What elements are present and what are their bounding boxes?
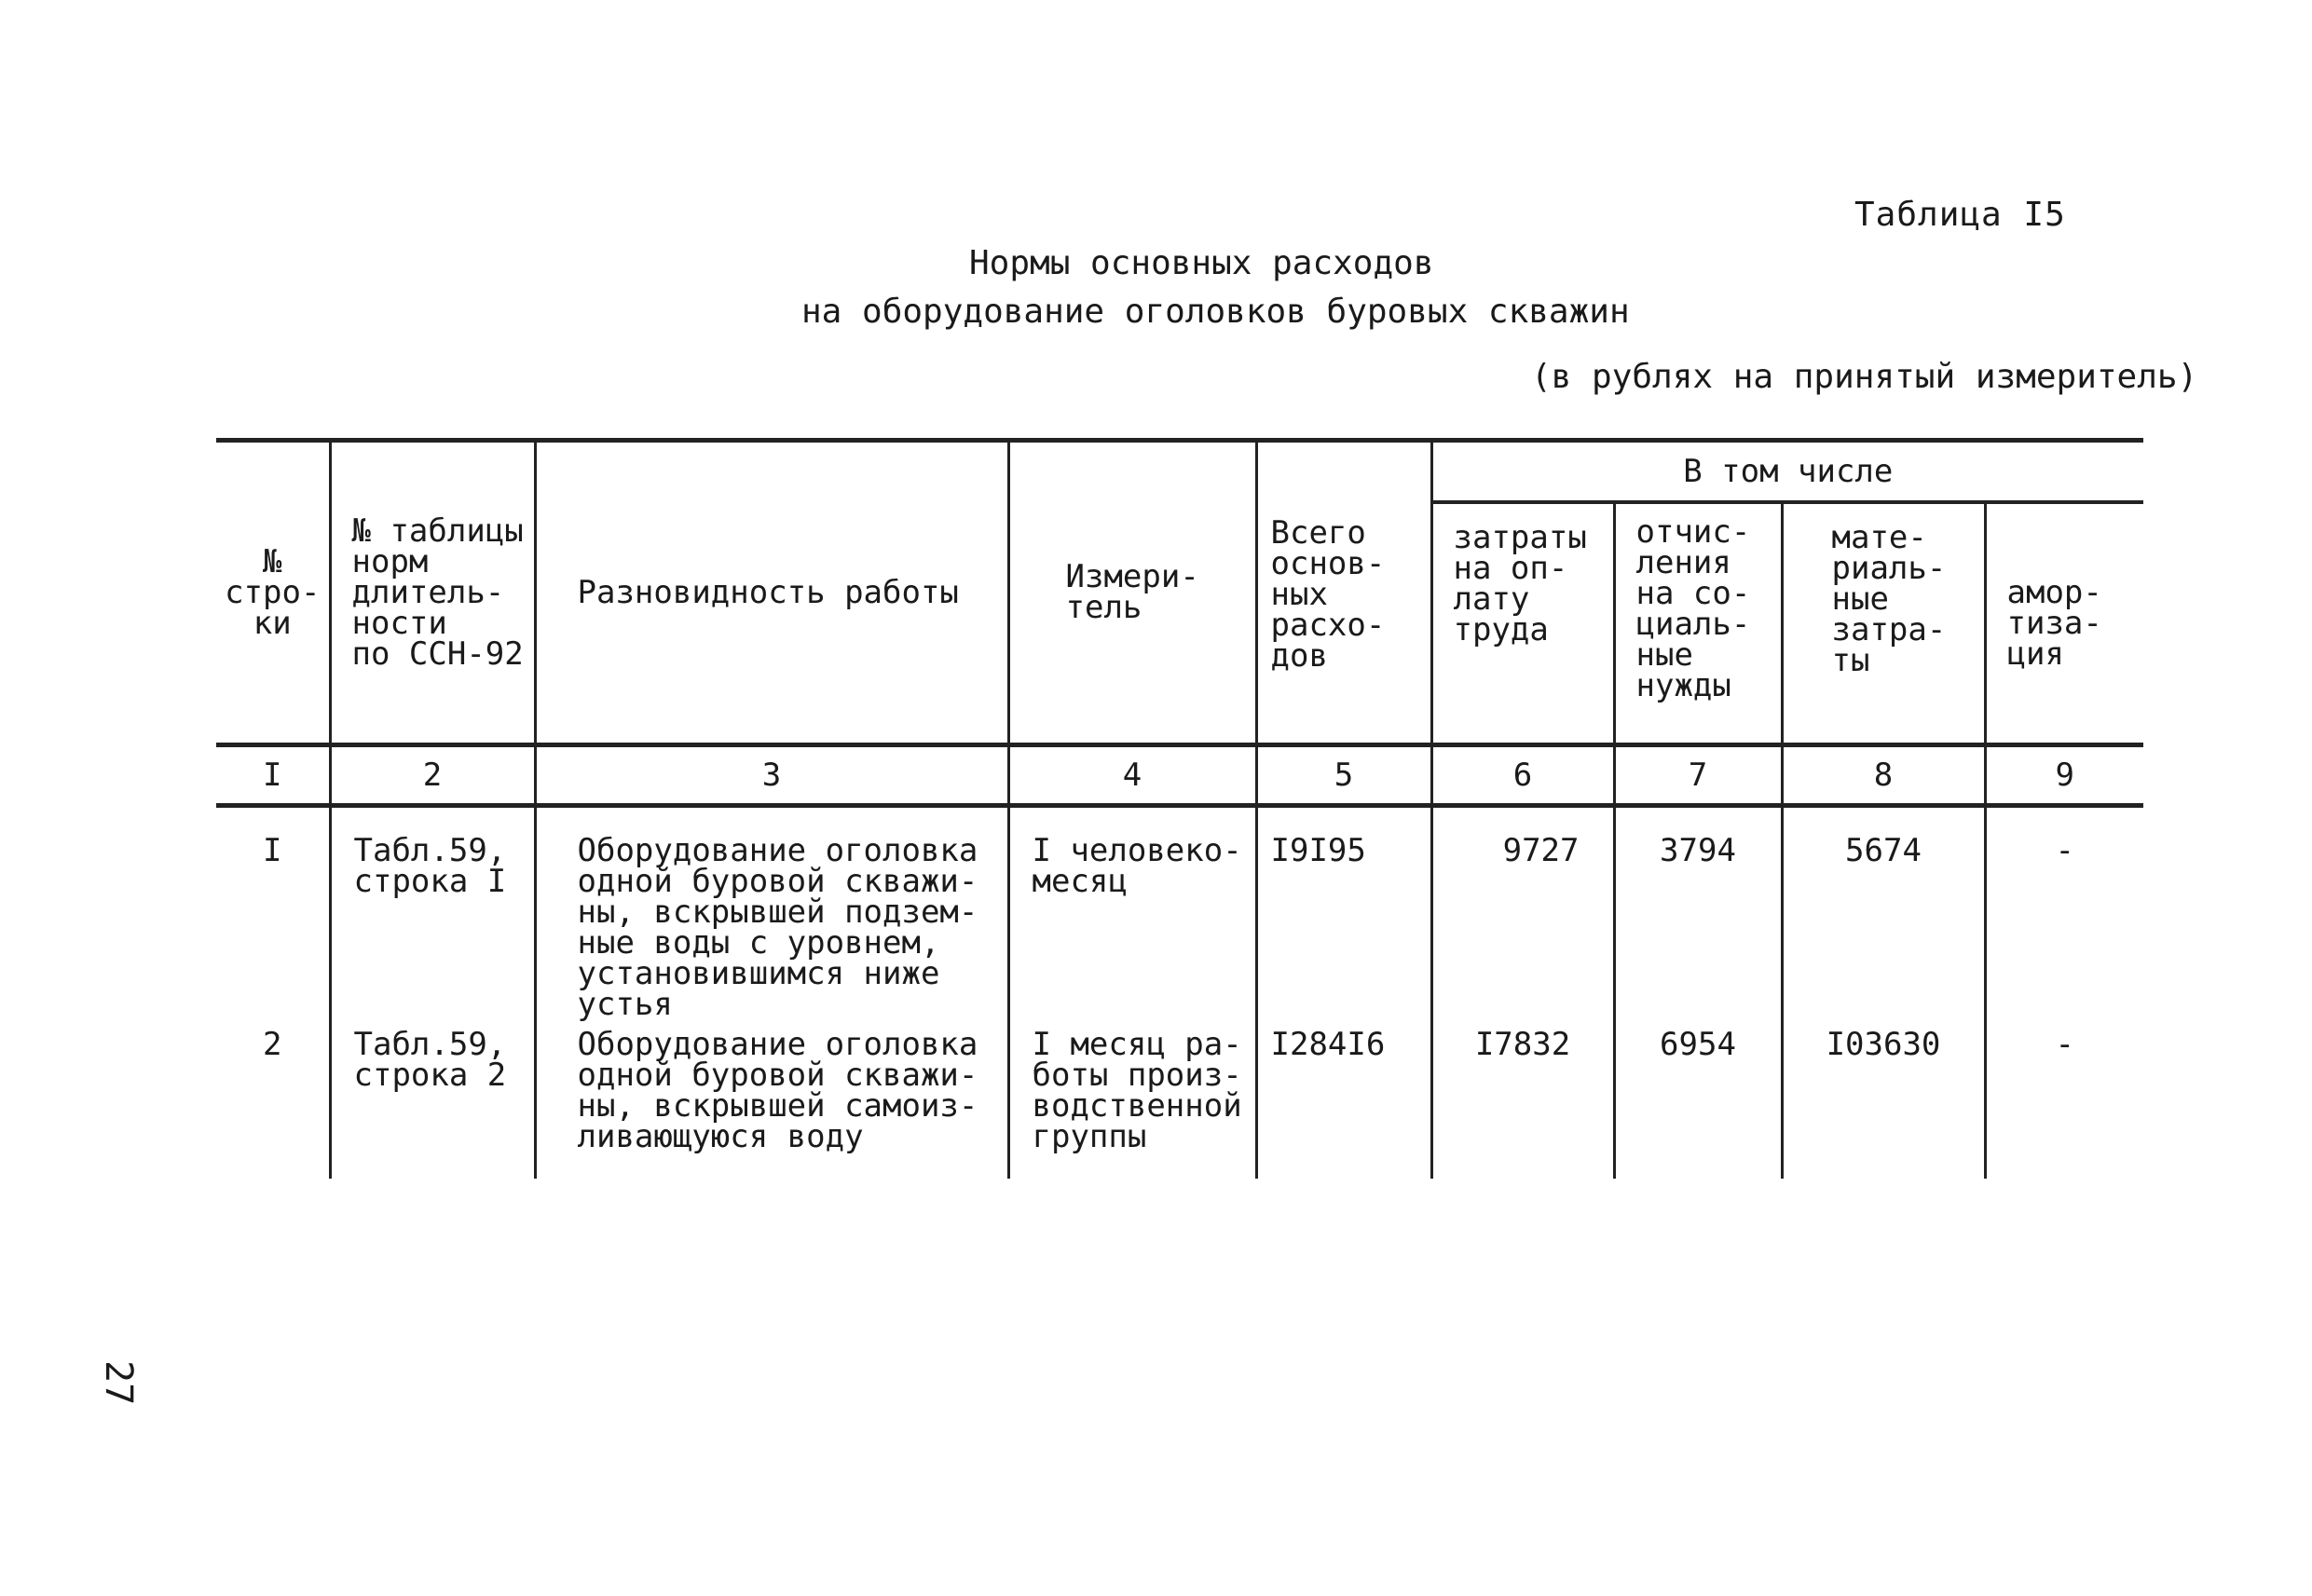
column-numbers-row (216, 745, 2143, 806)
header-social: отчис- ления на со- циаль- ные нужды (1614, 502, 1782, 745)
cell-amortization: - (1985, 1020, 2143, 1179)
cell-amortization: - (1985, 806, 2143, 1021)
header-total: Всего основ- ных расхо- дов (1256, 441, 1431, 745)
cell-social: 3794 (1614, 806, 1782, 1021)
table-row (216, 806, 2143, 1021)
column-number: 3 (535, 745, 1008, 806)
column-number: 4 (1008, 745, 1256, 806)
table-row (216, 1020, 2143, 1179)
title-line-1: Нормы основных расходов (969, 244, 1434, 282)
column-number: 7 (1614, 745, 1782, 806)
units-note: (в рублях на принятый измеритель) (1531, 358, 2198, 396)
cell-unit: I человеко- месяц (1008, 806, 1256, 1021)
cell-labor: I7832 (1431, 1020, 1614, 1179)
cell-work-type: Оборудование оголовка одной буровой скважи- ны, вскрывшей самоиз- ливающуюся воду (535, 1020, 1008, 1179)
cell-table-ref: Табл.59, строка I (330, 806, 535, 1021)
cell-total: I284I6 (1256, 1020, 1431, 1179)
cell-row-number: I (263, 832, 282, 869)
cell-social: 6954 (1614, 1020, 1782, 1179)
column-number: 5 (1256, 745, 1431, 806)
header-labor: затраты на оп- лату труда (1431, 502, 1614, 745)
page-number: 27 (97, 1360, 140, 1406)
norms-table (216, 438, 2143, 1179)
header-group-including: В том числе (1431, 441, 2143, 503)
column-number: 9 (1985, 745, 2143, 806)
header-unit: Измери- тель (1008, 441, 1256, 745)
cell-table-ref: Табл.59, строка 2 (330, 1020, 535, 1179)
title-line-2: на оборудование оголовков буровых скважин (801, 293, 1630, 331)
column-number: 6 (1431, 745, 1614, 806)
cell-work-type: Оборудование оголовка одной буровой скважи- ны, вскрывшей подзем- ные воды с уровнем, установившимся ниже устья (535, 806, 1008, 1021)
header-work-type: Разновидность работы (535, 441, 1008, 745)
cell-total: I9I95 (1256, 806, 1431, 1021)
column-number: 2 (330, 745, 535, 806)
cell-unit: I месяц ра- боты произ- водственной группы (1008, 1020, 1256, 1179)
cell-labor: 9727 (1431, 806, 1614, 1021)
cell-material: 5674 (1782, 806, 1985, 1021)
header-row-number: № стро- ки (216, 441, 330, 745)
column-number: I (216, 745, 330, 806)
header-table-ref: № таблицы норм длитель- ности по ССН-92 (330, 441, 535, 745)
header-material: мате- риаль- ные затра- ты (1782, 502, 1985, 745)
table-number: Таблица I5 (1854, 196, 2066, 234)
header-amortization: амор- тиза- ция (1985, 502, 2143, 745)
column-number: 8 (1782, 745, 1985, 806)
cell-row-number: 2 (263, 1026, 282, 1063)
cell-material: I03630 (1782, 1020, 1985, 1179)
